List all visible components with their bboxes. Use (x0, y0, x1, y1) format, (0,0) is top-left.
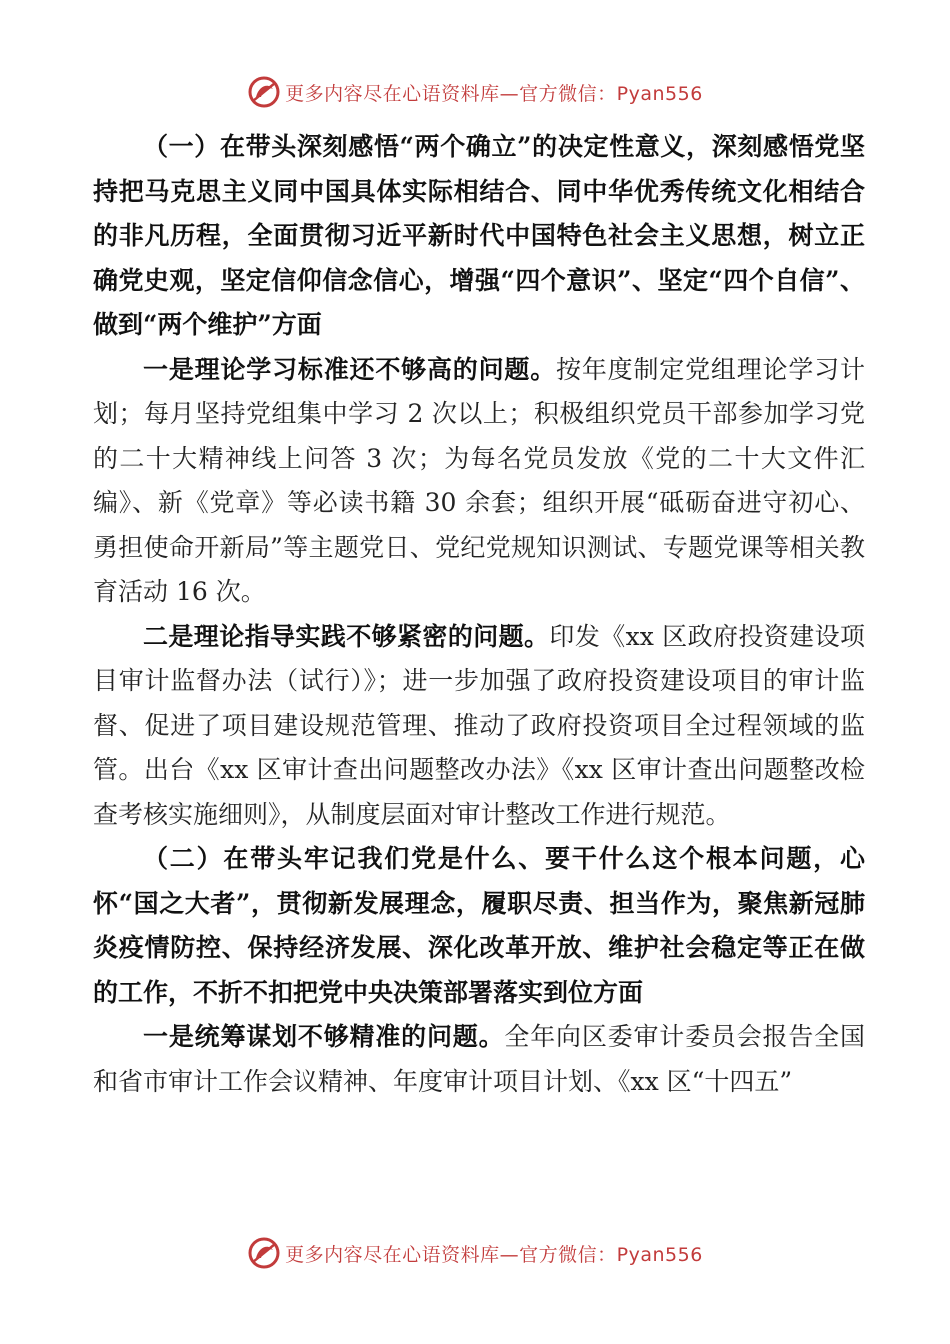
paragraph-3 (93, 1015, 865, 1104)
banner-text: 更多内容尽在心语资料库—官方微信：Pyan556 (285, 82, 703, 105)
document-body (93, 125, 865, 1104)
paragraph-lead: 一是统筹谋划不够精准的问题。 (143, 1022, 505, 1051)
paragraph-2 (93, 615, 865, 838)
paragraph-text: 印发《xx 区政府投资建设项目审计监督办法（试行）》；进一步加强了政府投资建设项目的审计监督、促进了项目建设规范管理、推动了政府投资项目全过程领域的监管。出台《xx 区审计查出问题整改办法》《xx 区审计查出问题整改检查考核实施细则》，从制度层面对审计整改工作进行规范。 (93, 621, 865, 829)
section-heading-1: （一）在带头深刻感悟“两个确立”的决定性意义，深刻感悟党坚持把马克思主义同中国具体实际相结合、同中华优秀传统文化相结合的非凡历程，全面贯彻习近平新时代中国特色社会主义思想，树立正确党史观，坚定信仰信念信心，增强“四个意识”、坚定“四个自信”、做到“两个维护”方面 (93, 132, 865, 339)
swirl-logo-icon (247, 75, 281, 109)
paragraph-text: 全年向区委审计委员会报告全国和省市审计工作会议精神、年度审计项目计划、《xx 区“十四五” (93, 1022, 865, 1096)
banner-text: 更多内容尽在心语资料库—官方微信：Pyan556 (285, 1243, 703, 1266)
header-banner (0, 72, 950, 112)
paragraph-lead: 一是理论学习标准还不够高的问题。 (143, 354, 557, 384)
footer-banner (0, 1233, 950, 1273)
paragraph-1 (93, 348, 865, 615)
paragraph-lead: 二是理论指导实践不够紧密的问题。 (143, 621, 550, 651)
section-heading-2: （二）在带头牢记我们党是什么、要干什么这个根本问题，心怀“国之大者”，贯彻新发展理念，履职尽责、担当作为，聚焦新冠肺炎疫情防控、保持经济发展、深化改革开放、维护社会稳定等正在做的工作，不折不扣把党中央决策部署落实到位方面 (93, 844, 865, 1007)
paragraph-text: 按年度制定党组理论学习计划；每月坚持党组集中学习 2 次以上；积极组织党员干部参加学习党的二十大精神线上问答 3 次；为每名党员发放《党的二十大文件汇编》、新《党章》等必读书籍 30 余套；组织开展“砥砺奋进守初心、勇担使命开新局”等主题党日、党纪党规知识测试、专题党课等相关教育活动 16 次。 (93, 354, 865, 606)
swirl-logo-icon (247, 1236, 281, 1270)
